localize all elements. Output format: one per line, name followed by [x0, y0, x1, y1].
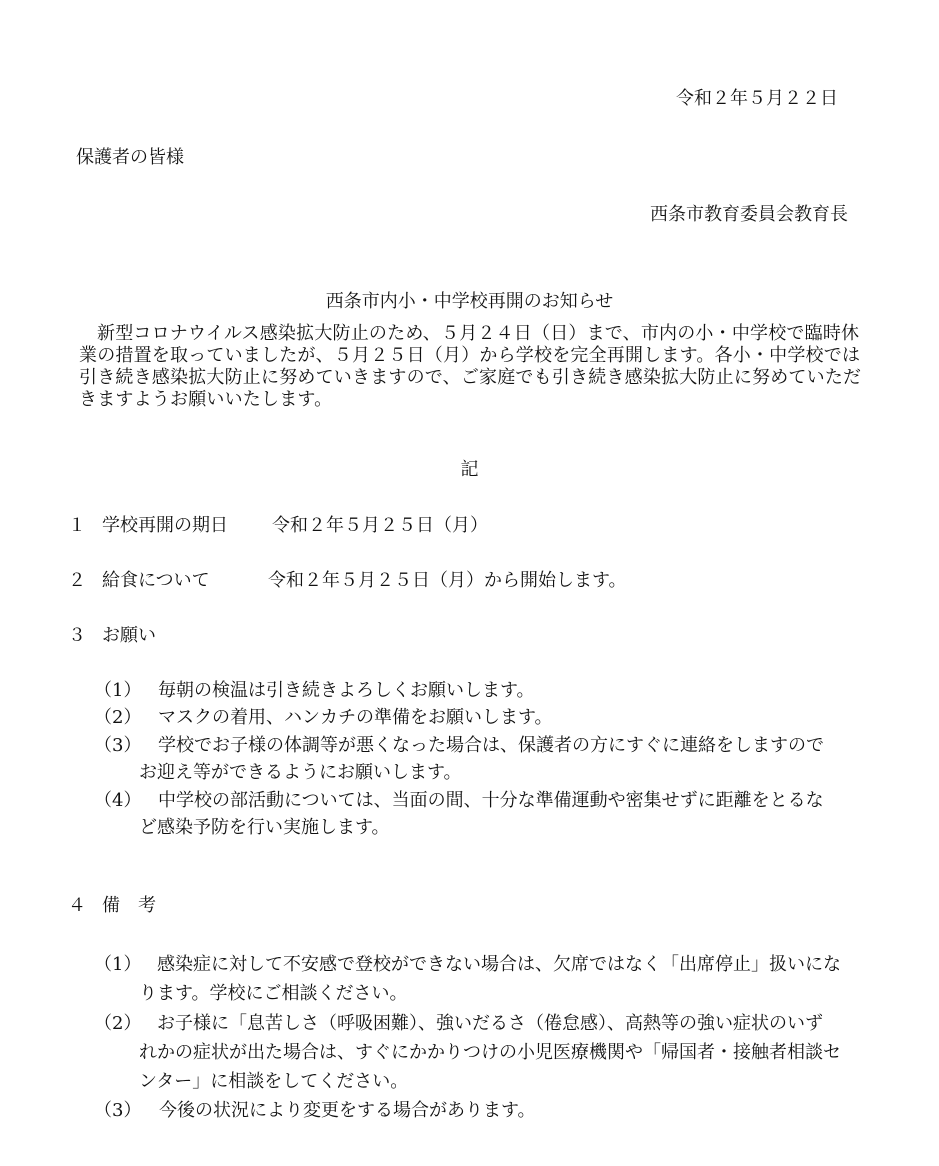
request-number: （3）: [94, 735, 142, 756]
request-number: （2）: [94, 707, 142, 728]
item-label: お願い: [102, 625, 156, 646]
item-label: 学校再開の期日: [102, 515, 228, 536]
recipient: 保護者の皆様: [76, 147, 184, 168]
remarks-number: ４: [68, 895, 86, 916]
request-text-continued: ど感染予防を行い実施します。: [139, 817, 390, 838]
remark-text: お子様に「息苦しさ（呼吸困難）、強いだるさ（倦怠感）、高熱等の強い症状のいず: [157, 1013, 823, 1034]
item-number: ３: [68, 625, 86, 646]
remark-text-continued: ンター」に相談をしてください。: [139, 1071, 409, 1092]
request-number: （4）: [94, 790, 142, 811]
document-title: 西条市内小・中学校再開のお知らせ: [325, 291, 614, 312]
ki-heading: 記: [460, 459, 479, 480]
request-text: 毎朝の検温は引き続きよろしくお願いします。: [158, 680, 535, 701]
remark-text-continued: れかの症状が出た場合は、すぐにかかりつけの小児医療機関や「帰国者・接触者相談セ: [139, 1042, 841, 1063]
remark-text-continued: ります。学校にご相談ください。: [139, 983, 408, 1004]
remark-number: （2）: [94, 1013, 142, 1034]
item-label: 給食について: [102, 570, 210, 591]
item-number: ２: [68, 570, 86, 591]
issue-date: 令和２年５月２２日: [676, 88, 838, 109]
request-text: マスクの着用、ハンカチの準備をお願いします。: [158, 707, 553, 728]
item-value: 令和２年５月２５日（月）から開始します。: [268, 570, 627, 591]
remarks-heading: 備 考: [102, 895, 156, 916]
remark-text: 今後の状況により変更をする場合があります。: [159, 1100, 536, 1121]
sender: 西条市教育委員会教育長: [650, 204, 848, 225]
intro-paragraph: 新型コロナウイルス感染拡大防止のため、５月２４日（日）まで、市内の小・中学校で臨時休業の措置を取っていましたが、５月２５日（月）から学校を完全再開します。各小・中学校では引き続き感染拡大防止に努めていきますので、ご家庭でも引き続き感染拡大防止に努めていただきますようお願いいたします。: [79, 323, 862, 410]
remark-text: 感染症に対して不安感で登校ができない場合は、欠席ではなく「出席停止」扱いにな: [157, 954, 841, 975]
request-number: （1）: [94, 680, 142, 701]
item-number: １: [68, 515, 86, 536]
request-text: 中学校の部活動については、当面の間、十分な準備運動や密集せずに距離をとるな: [158, 790, 824, 811]
item-value: 令和２年５月２５日（月）: [272, 515, 488, 536]
remark-number: （3）: [94, 1100, 142, 1121]
request-text-continued: お迎え等ができるようにお願いします。: [139, 762, 462, 783]
remark-number: （1）: [94, 954, 142, 975]
request-text: 学校でお子様の体調等が悪くなった場合は、保護者の方にすぐに連絡をしますので: [158, 735, 824, 756]
